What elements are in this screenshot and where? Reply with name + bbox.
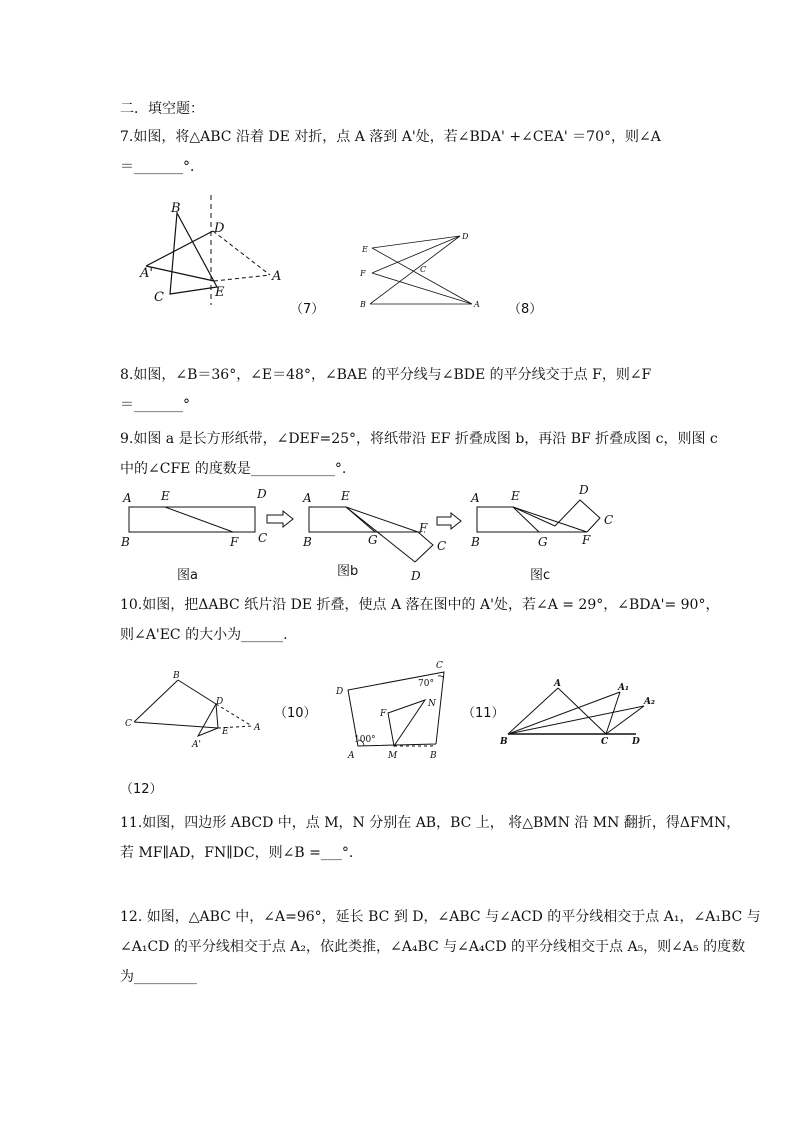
fig7-label-A: A	[272, 269, 282, 284]
figb-label-G: G	[368, 533, 378, 547]
q10-line2: 则∠A'EC 的大小为______.	[120, 627, 288, 643]
fig11-label-N: N	[428, 699, 436, 709]
fig10-label-A: A	[254, 723, 261, 733]
q10-line1: 10.如图，把ΔABC 纸片沿 DE 折叠，使点 A 落在图中的 A'处，若∠A = 29°，∠BDA'= 90°，	[120, 597, 720, 613]
fig8-label-E: E	[362, 245, 368, 254]
fig8-label-F: F	[360, 269, 366, 278]
q9-line2: 中的∠CFE 的度数是____________°.	[120, 461, 347, 477]
fig7-label-B: B	[171, 201, 181, 216]
fig-c-caption: 图c	[530, 568, 551, 583]
fig8-label-D: D	[462, 232, 469, 241]
figc-label-B: B	[471, 535, 480, 549]
fig12-label-C: C	[601, 737, 609, 747]
fig7-label-E: E	[215, 285, 225, 300]
fig7-caption: （7）	[290, 302, 325, 317]
figc-label-C: C	[604, 513, 614, 527]
fig11-label-B: B	[430, 751, 437, 761]
fig7-label-A-prime: A'	[140, 266, 153, 281]
fig12-caption: （12）	[120, 782, 163, 797]
fig12-label-B: B	[500, 737, 508, 747]
figc-label-G: G	[538, 535, 548, 549]
fig8-label-C: C	[420, 265, 427, 274]
figb-label-D: D	[411, 569, 421, 583]
figure-8	[360, 228, 490, 313]
figa-label-A: A	[123, 491, 132, 505]
figc-label-A: A	[471, 491, 480, 505]
figb-label-F: F	[419, 521, 428, 535]
q9-line1: 9.如图 a 是长方形纸带，∠DEF=25°，将纸带沿 EF 折叠成图 b，再沿 BF 折叠成图 c，则图 c	[120, 431, 718, 447]
figa-label-F: F	[230, 535, 239, 549]
figure-7	[130, 190, 330, 315]
fig11-label-M: M	[388, 751, 398, 761]
fig10-label-A-prime: A'	[192, 740, 201, 750]
q7-line2: ＝_______°．	[120, 159, 204, 175]
fig8-label-A: A	[474, 300, 480, 309]
fig12-label-A: A	[554, 679, 561, 689]
q12-line1: 12. 如图，△ABC 中，∠A=96°，延长 BC 到 D，∠ABC 与∠ACD 的平分线相交于点 A₁，∠A₁BC 与	[120, 909, 761, 925]
fig-a-caption: 图a	[177, 568, 198, 583]
fig12-label-A1: A₁	[618, 683, 629, 693]
q11-line1: 11.如图，四边形 ABCD 中，点 M，N 分别在 AB，BC 上， 将△BMN 沿 MN 翻折，得ΔFMN，	[120, 815, 741, 831]
fig10-label-B: B	[173, 671, 180, 681]
q12-line2: ∠A₁CD 的平分线相交于点 A₂，依此类推，∠A₄BC 与∠A₄CD 的平分线相交于点 A₅，则∠A₅ 的度数	[120, 939, 746, 955]
figb-label-E: E	[341, 489, 350, 503]
figa-label-B: B	[121, 535, 130, 549]
fig7-label-C: C	[154, 290, 164, 305]
fig8-caption: （8）	[508, 302, 543, 317]
fig-b-caption: 图b	[337, 564, 359, 579]
fig11-label-A: A	[348, 751, 355, 761]
figb-label-C: C	[437, 539, 447, 553]
q11-line2: 若 MF∥AD，FN∥DC，则∠B =___°.	[120, 845, 354, 861]
figure-11	[332, 656, 462, 766]
fig11-angle-A: 100°	[354, 735, 376, 745]
figc-label-F: F	[582, 533, 591, 547]
section-title: 二．填空题：	[120, 101, 204, 117]
figure-12	[498, 676, 658, 748]
fig11-label-C: C	[436, 661, 443, 671]
figa-label-C: C	[258, 531, 268, 545]
figc-label-E: E	[511, 489, 520, 503]
fig10-label-C: C	[125, 719, 132, 729]
fig10-caption: （10）	[274, 706, 317, 721]
q8-line2: ＝_______°	[120, 397, 190, 413]
figa-label-E: E	[161, 489, 170, 503]
fig11-label-D: D	[336, 687, 344, 697]
fig11-angle-C: 70°	[418, 679, 434, 689]
figure-10	[118, 668, 268, 753]
fig11-caption: （11）	[462, 706, 505, 721]
fig7-label-D: D	[214, 221, 225, 236]
q12-line3: 为_________	[120, 969, 197, 985]
fig10-label-D: D	[216, 697, 224, 707]
fig12-label-A2: A₂	[644, 697, 655, 707]
figc-label-D: D	[579, 483, 589, 497]
fig11-label-F: F	[380, 709, 387, 719]
figa-label-D: D	[257, 487, 267, 501]
fig10-label-E: E	[222, 727, 229, 737]
figb-label-B: B	[303, 535, 312, 549]
fig8-label-B: B	[360, 300, 366, 309]
figb-label-A: A	[303, 491, 312, 505]
fig12-label-D: D	[632, 737, 640, 747]
q7-line1: 7.如图，将△ABC 沿着 DE 对折，点 A 落到 A'处，若∠BDA' +∠CEA' ＝70°，则∠A	[120, 129, 661, 145]
q8-line1: 8.如图，∠B＝36°，∠E＝48°，∠BAE 的平分线与∠BDE 的平分线交于点 F，则∠F	[120, 367, 652, 383]
